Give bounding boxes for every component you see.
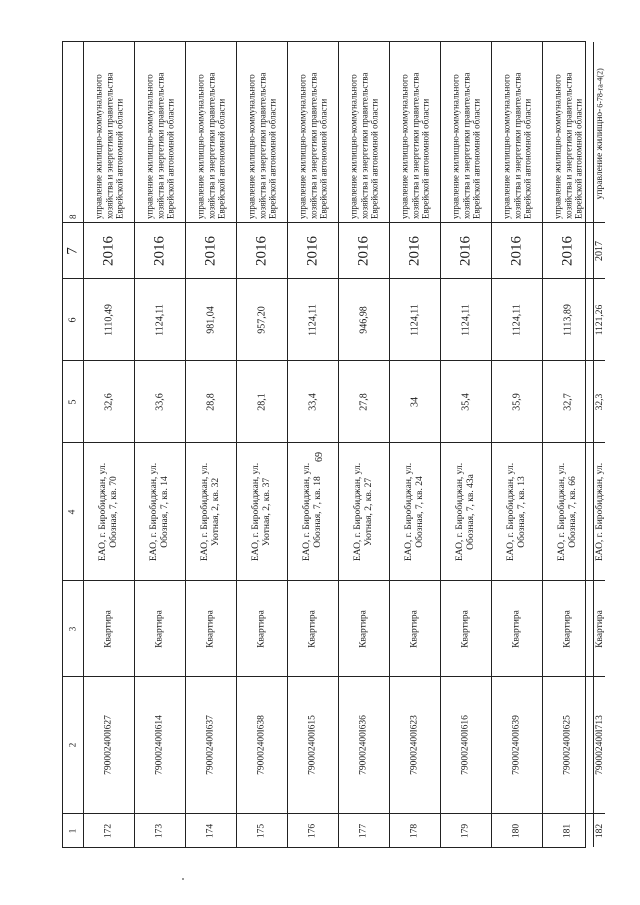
cadastral-value: 946,98	[358, 305, 370, 334]
address-cell	[186, 442, 236, 580]
cadastral-value: 957,20	[256, 305, 268, 334]
row-number-cell	[135, 813, 185, 847]
area: 28,8	[205, 392, 217, 411]
column-number: 4	[67, 509, 78, 514]
row-number-cell	[339, 813, 389, 847]
rights-holder: управление жилищно-коммунального хозяйства и энергетики правительства Еврейской автономной области	[348, 72, 380, 219]
address-cell	[339, 442, 389, 580]
row-number-cell	[186, 813, 236, 847]
object-type-cell	[339, 580, 389, 676]
area-cell	[237, 360, 287, 442]
year: 2016	[559, 235, 576, 266]
row-number: 174	[205, 823, 216, 838]
object-type-cell	[288, 580, 338, 676]
object-type: Квартира	[562, 609, 573, 648]
object-type: Квартира	[205, 609, 216, 648]
area: 28,1	[256, 392, 268, 411]
cadastral-number: 790002400l616	[460, 715, 471, 775]
rights-holder: управление жилищно-коммунального хозяйства и энергетики правительства Еврейской автономной области	[501, 72, 533, 219]
cadastral-value-cell	[441, 278, 491, 360]
cadastral-number: 790002400l625	[562, 715, 573, 775]
rights-holder: управление жилищно-коммунального хозяйства и энергетики правительства Еврейской автономной области	[195, 72, 227, 219]
row-number-cell	[441, 813, 491, 847]
area-cell	[339, 360, 389, 442]
year: 2016	[253, 235, 270, 266]
object-type: Квартира	[256, 609, 267, 648]
cadastral-value: 1124,11	[511, 303, 523, 336]
object-type-cell	[84, 580, 134, 676]
object-type: Квартира	[594, 609, 605, 648]
row-number-cell	[594, 813, 605, 847]
address: ЕАО, г. Биробиджан, ул.	[594, 462, 605, 561]
year-cell	[543, 222, 593, 278]
column-number-cell	[63, 360, 83, 442]
row-number-cell	[492, 813, 542, 847]
table-row	[492, 42, 543, 847]
row-number: 180	[511, 823, 522, 838]
cadastral-number: 790002400l637	[205, 715, 216, 775]
rights-holder-cell	[288, 42, 338, 222]
row-number: 172	[103, 823, 114, 838]
rights-holder-cell	[84, 42, 134, 222]
cadastral-number-cell	[288, 676, 338, 813]
row-number: 177	[358, 823, 369, 838]
cadastral-number-cell	[237, 676, 287, 813]
rights-holder-cell	[594, 42, 605, 222]
area-cell	[441, 360, 491, 442]
year-cell	[441, 222, 491, 278]
rights-holder-cell	[543, 42, 593, 222]
area-cell	[135, 360, 185, 442]
cadastral-value: 1124,11	[154, 303, 166, 336]
cadastral-value-cell	[594, 278, 605, 360]
address-cell	[135, 442, 185, 580]
year-cell	[339, 222, 389, 278]
address: ЕАО, г. Биробиджан, ул. Обозная, 7, кв. 70	[98, 462, 119, 561]
area-cell	[186, 360, 236, 442]
cadastral-value-cell	[237, 278, 287, 360]
cadastral-number: 790002400l615	[307, 715, 318, 775]
column-number-cell	[63, 676, 83, 813]
rights-holder-cell	[441, 42, 491, 222]
object-type-cell	[237, 580, 287, 676]
row-number-cell	[390, 813, 440, 847]
cadastral-value: 1110,49	[103, 303, 115, 336]
object-type-cell	[492, 580, 542, 676]
cadastral-value-cell	[390, 278, 440, 360]
cadastral-value: 1113,89	[562, 303, 574, 336]
rights-holder: управление жилищно-	[594, 108, 605, 199]
address: ЕАО, г. Биробиджан, ул. Обозная, 7, кв. 43а	[455, 462, 476, 561]
cadastral-value-cell	[135, 278, 185, 360]
column-number-cell	[63, 442, 83, 580]
address: ЕАО, г. Биробиджан, ул. Уютная, 2, кв. 27	[353, 462, 374, 561]
address-cell	[594, 442, 605, 580]
cadastral-number-cell	[390, 676, 440, 813]
cadastral-value-cell	[84, 278, 134, 360]
address: ЕАО, г. Биробиджан, ул. Обозная, 7, кв. 14	[149, 462, 170, 561]
cadastral-value: 981,04	[205, 305, 217, 334]
column-number: 6	[67, 317, 79, 322]
area-cell	[492, 360, 542, 442]
object-type-cell	[390, 580, 440, 676]
address-cell	[288, 442, 338, 580]
year: 2016	[355, 235, 372, 266]
cadastral-value-cell	[186, 278, 236, 360]
address-cell	[84, 442, 134, 580]
object-type: Квартира	[511, 609, 522, 648]
address: ЕАО, г. Биробиджан, ул. Обозная, 7, кв. 66	[557, 462, 578, 561]
scan-speck	[182, 878, 184, 880]
table-header-row	[63, 42, 84, 847]
rights-holder-cell	[237, 42, 287, 222]
cadastral-number-cell	[441, 676, 491, 813]
area-cell	[543, 360, 593, 442]
area-cell	[84, 360, 134, 442]
cadastral-number-cell	[543, 676, 593, 813]
area: 32,6	[103, 392, 115, 411]
cadastral-number-cell	[594, 676, 605, 813]
table-row	[288, 42, 339, 847]
object-type: Квартира	[460, 609, 471, 648]
table-row	[339, 42, 390, 847]
table-row	[135, 42, 186, 847]
column-number: 8	[67, 214, 78, 219]
cadastral-number-cell	[339, 676, 389, 813]
address-cell	[441, 442, 491, 580]
address-cell	[390, 442, 440, 580]
area: 32,3	[594, 393, 605, 410]
column-number-cell	[63, 813, 83, 847]
cadastral-number: 790002400l713	[594, 715, 605, 775]
rights-holder-cell	[390, 42, 440, 222]
cadastral-value: 1121,26	[594, 304, 605, 335]
page-number: 69	[314, 452, 325, 462]
column-number: 5	[67, 399, 79, 404]
area: 35,4	[460, 392, 472, 411]
column-number-cell	[63, 278, 83, 360]
year: 2016	[508, 235, 525, 266]
cadastral-number-cell	[84, 676, 134, 813]
year: 2016	[457, 235, 474, 266]
rights-holder-cell	[186, 42, 236, 222]
cadastral-value-cell	[339, 278, 389, 360]
cadastral-value: 1124,11	[460, 303, 472, 336]
property-table	[62, 41, 605, 848]
cadastral-number: 790002400l627	[103, 715, 114, 775]
object-type: Квартира	[358, 609, 369, 648]
year: 2016	[202, 235, 219, 266]
table-row	[390, 42, 441, 847]
year-cell	[186, 222, 236, 278]
row-number: 179	[460, 823, 471, 838]
cadastral-number-cell	[186, 676, 236, 813]
address: ЕАО, г. Биробиджан, ул. Обозная, 7, кв. 18	[302, 462, 323, 561]
column-number-cell	[63, 222, 83, 278]
cadastral-value-cell	[543, 278, 593, 360]
object-type: Квартира	[154, 609, 165, 648]
year-cell	[390, 222, 440, 278]
row-number: 181	[562, 823, 573, 838]
rights-holder-cell	[492, 42, 542, 222]
rights-holder: управление жилищно-коммунального хозяйства и энергетики правительства Еврейской автономной области	[297, 72, 329, 219]
address-cell	[543, 442, 593, 580]
address: ЕАО, г. Биробиджан, ул. Обозная, 7, кв. 13	[506, 462, 527, 561]
cadastral-number: 790002400l636	[358, 715, 369, 775]
table-row	[237, 42, 288, 847]
cadastral-value-cell	[492, 278, 542, 360]
area-cell	[288, 360, 338, 442]
year-cell	[288, 222, 338, 278]
area-cell	[594, 360, 605, 442]
year: 2016	[304, 235, 321, 266]
year: 2017	[594, 240, 605, 261]
area: 34	[409, 396, 421, 407]
row-number-cell	[84, 813, 134, 847]
area: 35,9	[511, 392, 523, 411]
row-number: 173	[154, 823, 165, 838]
row-number: 182	[594, 823, 605, 838]
cadastral-number: 790002400l639	[511, 715, 522, 775]
column-number-cell	[63, 42, 83, 222]
area-cell	[390, 360, 440, 442]
cadastral-value-cell	[288, 278, 338, 360]
rights-holder-cell	[135, 42, 185, 222]
year-cell	[237, 222, 287, 278]
footer-code: 6-78-ra-4(2)	[595, 68, 604, 108]
table-row	[186, 42, 237, 847]
rights-holder: управление жилищно-коммунального хозяйства и энергетики правительства Еврейской автономной области	[552, 72, 584, 219]
year: 2016	[406, 235, 423, 266]
cadastral-value: 1124,11	[409, 303, 421, 336]
cadastral-number: 790002400l623	[409, 715, 420, 775]
address: ЕАО, г. Биробиджан, ул. Уютная, 2, кв. 37	[251, 462, 272, 561]
column-number: 7	[64, 246, 81, 255]
object-type-cell	[441, 580, 491, 676]
column-number: 2	[67, 742, 78, 748]
rights-holder: управление жилищно-коммунального хозяйства и энергетики правительства Еврейской автономной области	[246, 72, 278, 219]
year-cell	[492, 222, 542, 278]
row-number: 175	[256, 823, 267, 838]
object-type: Квартира	[307, 609, 318, 648]
year-cell	[84, 222, 134, 278]
object-type-cell	[594, 580, 605, 676]
cadastral-number-cell	[492, 676, 542, 813]
table-row	[543, 42, 594, 847]
object-type-cell	[186, 580, 236, 676]
table-row	[594, 42, 605, 847]
table-row	[441, 42, 492, 847]
object-type-cell	[135, 580, 185, 676]
year-cell	[135, 222, 185, 278]
area: 33,6	[154, 392, 166, 411]
address-cell	[492, 442, 542, 580]
column-number: 3	[67, 626, 78, 631]
rights-holder: управление жилищно-коммунального хозяйства и энергетики правительства Еврейской автономной области	[93, 72, 125, 219]
cadastral-number: 790002400l614	[154, 715, 165, 775]
rights-holder: управление жилищно-коммунального хозяйства и энергетики правительства Еврейской автономной области	[450, 72, 482, 219]
row-number-cell	[543, 813, 593, 847]
object-type-cell	[543, 580, 593, 676]
area: 32,7	[562, 392, 574, 411]
row-number-cell	[237, 813, 287, 847]
address-cell	[237, 442, 287, 580]
address: ЕАО, г. Биробиджан, ул. Обозная, 7, кв. 24	[404, 462, 425, 561]
row-number-cell	[288, 813, 338, 847]
rights-holder: управление жилищно-коммунального хозяйства и энергетики правительства Еврейской автономной области	[144, 72, 176, 219]
column-number: 1	[67, 828, 78, 833]
column-number-cell	[63, 580, 83, 676]
year: 2016	[100, 235, 117, 266]
address: ЕАО, г. Биробиджан, ул. Уютная, 2, кв. 32	[200, 462, 221, 561]
row-number: 178	[409, 823, 420, 838]
table-row	[84, 42, 135, 847]
area: 33,4	[307, 392, 319, 411]
cadastral-value: 1124,11	[307, 303, 319, 336]
cadastral-number: 790002400l638	[256, 715, 267, 775]
row-number: 176	[307, 823, 318, 838]
rights-holder: управление жилищно-коммунального хозяйства и энергетики правительства Еврейской автономной области	[399, 72, 431, 219]
rights-holder-cell	[339, 42, 389, 222]
object-type: Квартира	[409, 609, 420, 648]
year-cell	[594, 222, 605, 278]
year: 2016	[151, 235, 168, 266]
cadastral-number-cell	[135, 676, 185, 813]
object-type: Квартира	[103, 609, 114, 648]
area: 27,8	[358, 392, 370, 411]
